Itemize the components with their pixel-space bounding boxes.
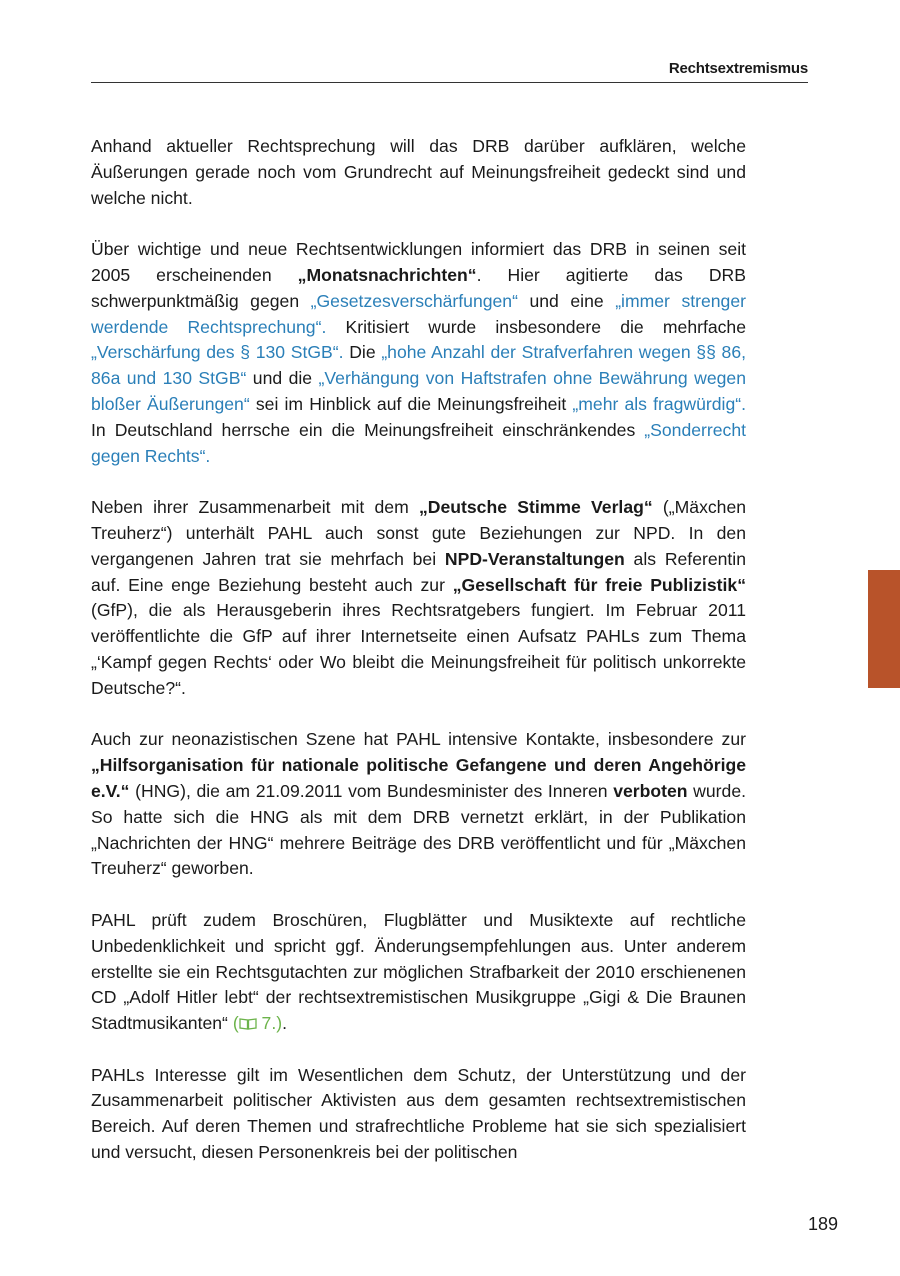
paragraph-6: PAHLs Interesse gilt im Wesentlichen dem Schutz, der Unterstützung und der Zusammenarbeit politischer Aktivisten aus dem gesamten rechtsextremistischen Bereich. Auf deren Themen und strafrechtliche Probleme hat sie sich spezialisiert und versucht, diesen Personenkreis bei der politischen bbox=[91, 1064, 746, 1163]
paragraph-2: Über wichtige und neue Rechtsentwicklungen informiert das DRB in seinen seit 2005 erscheinenden „Monatsnachrichten“. Hier agitierte das DRB schwerpunktmäßig gegen „Gesetzesverschärfungen“ und eine „immer strenger werdende Rechtsprechung“. Kritisiert wurde insbesondere die mehrfache „Verschärfung des § 130 StGB“. Die „hohe Anzahl der Strafverfahren wegen §§ 86, 86a und 130 StGB“ und die „Verhängung von Haftstrafen ohne Bewährung wegen bloßer Äußerungen“ sei im Hinblick auf die Meinungsfreiheit „mehr als fragwürdig“. In Deutschland herrsche ein die Meinungsfreiheit einschränkendes „Sonderrecht gegen Rechts“. bbox=[91, 239, 747, 466]
emphasis: NPD-Veranstaltungen bbox=[444, 548, 625, 569]
emphasis: „Monatsnachrichten“ bbox=[297, 264, 477, 285]
book-icon bbox=[239, 1017, 257, 1030]
emphasis: „Deutsche Stimme Verlag“ bbox=[418, 497, 653, 518]
quote: „Verschärfung des § 130 StGB“. bbox=[91, 342, 344, 363]
emphasis: verboten bbox=[613, 780, 688, 801]
quote: „Verhängung von Haftstrafen ohne Bewährung wegen bloßer Äußerungen“ bbox=[91, 368, 746, 414]
emphasis: „Hilfsorganisation für nationale politische Gefangene und deren Angehörige e.V.“ bbox=[91, 755, 746, 801]
quote: „Sonderrecht gegen Rechts“. bbox=[91, 419, 746, 466]
paragraph-1: Anhand aktueller Rechtsprechung will das DRB darüber aufklären, welche Äußerungen gerade noch vom Grundrecht auf Meinungsfreiheit gedeckt sind und welche nicht. bbox=[91, 136, 746, 208]
paragraph-3: Neben ihrer Zusammenarbeit mit dem „Deutsche Stimme Verlag“ („Mäxchen Treuherz“) unterhält PAHL auch sonst gute Beziehungen zur NPD. In den vergangenen Jahren trat sie mehrfach bei NPD-Veranstaltungen als Referentin auf. Eine enge Beziehung besteht auch zur „Gesellschaft für freie Publizistik“ (GfP), die als Herausgeberin ihres Rechtsratgebers fungiert. Im Februar 2011 veröffentlichte die GfP auf ihrer Internetseite einen Aufsatz PAHLs zum Thema „‘Kampf gegen Rechts‘ oder Wo bleibt die Meinungsfreiheit für politisch unkorrekte Deutsche?“. bbox=[91, 497, 747, 698]
quote: „immer strenger werdende Rechtsprechung“. bbox=[91, 290, 746, 337]
paragraph-5: PAHL prüft zudem Broschüren, Flugblätter und Musiktexte auf rechtliche Unbedenklichkeit und spricht ggf. Änderungsempfehlungen aus. Unter anderem erstellte sie ein Rechtsgutachten zur möglichen Strafbarkeit der 2010 erschienenen CD „Adolf Hitler lebt“ der rechtsextremistischen Musikgruppe „Gigi & Die Braunen Stadtmusikanten“ ( 7.). bbox=[91, 909, 746, 1034]
quote: „mehr als fragwürdig“. bbox=[572, 393, 746, 414]
page-number: 189 bbox=[808, 1214, 839, 1234]
quote: „hohe Anzahl der Strafverfahren wegen §§ 86, 86a und 130 StGB“ bbox=[91, 342, 746, 389]
chapter-side-tab bbox=[868, 570, 900, 688]
header-title: Rechtsextremismus bbox=[668, 60, 808, 77]
quote: „Gesetzesverschärfungen“ bbox=[310, 290, 518, 311]
body-text bbox=[91, 134, 746, 1192]
paragraph-4: Auch zur neonazistischen Szene hat PAHL intensive Kontakte, insbesondere zur „Hilfsorganisation für nationale politische Gefangene und deren Angehörige e.V.“ (HNG), die am 21.09.2011 vom Bundesminister des Inneren verboten wurde. So hatte sich die HNG als mit dem DRB vernetzt erklärt, in der Publikation „Nachrichten der HNG“ mehrere Beiträge des DRB veröffentlicht und für „Mäxchen Treuherz“ geworben. bbox=[91, 729, 746, 879]
emphasis: „Gesellschaft für freie Publizistik“ bbox=[452, 574, 746, 595]
cross-reference[interactable]: ( 7.) bbox=[232, 1013, 283, 1034]
running-header bbox=[91, 60, 808, 83]
